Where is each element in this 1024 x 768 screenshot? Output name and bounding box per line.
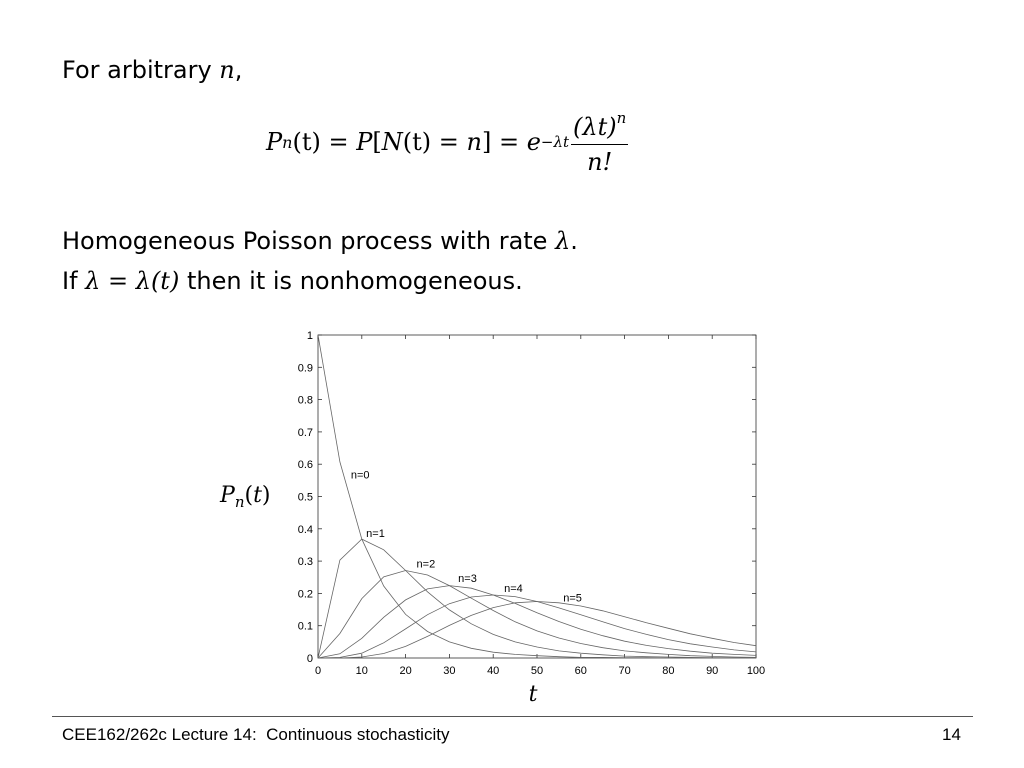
intro-text: For arbitrary xyxy=(62,56,220,84)
statement2-suffix: then it is nonhomogeneous. xyxy=(179,267,523,295)
y-axis-label-t: t xyxy=(253,483,262,508)
eq-equals-inner: = xyxy=(431,128,467,156)
x-tick-label: 0 xyxy=(314,665,322,677)
x-tick-label: 60 xyxy=(574,665,587,677)
x-axis-label: t xyxy=(528,682,538,707)
x-tick-label: 100 xyxy=(746,665,766,677)
y-tick-label: 0.9 xyxy=(297,362,313,375)
eq-t-arg: (t) xyxy=(292,128,321,156)
eq-numerator-exponent: n xyxy=(616,108,627,127)
eq-bracket-open: [ xyxy=(372,128,382,156)
eq-equals-1: = xyxy=(320,128,357,156)
series-line-n-1 xyxy=(318,539,756,658)
series-label-n-5: n=5 xyxy=(563,592,582,605)
statement2-math: λ = λ(t) xyxy=(85,267,180,295)
y-axis-label-close: ) xyxy=(261,483,271,508)
intro-variable: n xyxy=(219,56,235,84)
series-label-n-1: n=1 xyxy=(366,527,385,540)
y-tick-label: 0.7 xyxy=(297,426,313,439)
series-label-n-2: n=2 xyxy=(416,558,436,571)
y-tick-label: 0.6 xyxy=(297,459,313,472)
series-line-n-2 xyxy=(318,571,756,659)
x-tick-label: 30 xyxy=(443,665,456,677)
eq-P: P xyxy=(266,128,283,156)
intro-punctuation: , xyxy=(234,56,243,84)
footer-title: CEE162/262c Lecture 14: Continuous stochasticity xyxy=(62,725,450,744)
series-line-n-0 xyxy=(318,335,756,658)
y-tick-label: 1 xyxy=(306,330,313,342)
eq-equals-2: = xyxy=(491,128,527,156)
statement1-variable: λ xyxy=(555,227,571,255)
statement2-prefix: If xyxy=(62,267,86,295)
series-label-n-3: n=3 xyxy=(458,573,477,586)
statement1-punctuation: . xyxy=(570,227,578,255)
y-tick-label: 0.8 xyxy=(297,394,313,407)
y-axis-label xyxy=(219,483,271,511)
x-tick-label: 80 xyxy=(662,665,675,677)
x-tick-label: 70 xyxy=(618,665,631,677)
x-tick-label: 40 xyxy=(487,665,500,677)
y-tick-label: 0.3 xyxy=(297,556,313,569)
y-axis-label-arg: ( xyxy=(244,483,254,508)
footer-divider xyxy=(52,716,973,717)
eq-denominator: n! xyxy=(587,147,613,176)
eq-N: N xyxy=(381,128,403,156)
eq-P2: P xyxy=(356,128,373,156)
eq-exponent: −λt xyxy=(540,133,570,151)
eq-N-arg: (t) xyxy=(402,128,432,156)
series-line-n-4 xyxy=(318,595,756,658)
y-tick-label: 0.5 xyxy=(297,491,313,504)
eq-numerator-text: (λt) xyxy=(573,112,617,141)
y-axis-label-P: P xyxy=(220,483,235,508)
x-tick-label: 50 xyxy=(530,665,544,677)
plot-frame xyxy=(318,335,756,658)
x-tick-label: 10 xyxy=(355,665,368,677)
page-number: 14 xyxy=(942,725,961,744)
x-tick-label: 90 xyxy=(706,665,719,677)
statement1-text: Homogeneous Poisson process with rate xyxy=(62,227,556,255)
y-axis-label-n: n xyxy=(234,493,245,511)
eq-bracket-close: ] xyxy=(481,128,492,156)
y-tick-label: 0.1 xyxy=(297,620,313,633)
y-tick-label: 0.2 xyxy=(297,588,313,601)
eq-n2: n xyxy=(466,128,482,156)
x-tick-label: 20 xyxy=(399,665,412,677)
eq-e: e xyxy=(526,128,541,156)
eq-n-subscript: n xyxy=(282,132,293,152)
y-tick-label: 0.4 xyxy=(297,523,313,536)
series-label-n-4: n=4 xyxy=(504,582,523,595)
series-line-n-5 xyxy=(318,602,756,659)
series-label-n-0: n=0 xyxy=(350,469,370,482)
y-tick-label: 0 xyxy=(306,653,313,665)
